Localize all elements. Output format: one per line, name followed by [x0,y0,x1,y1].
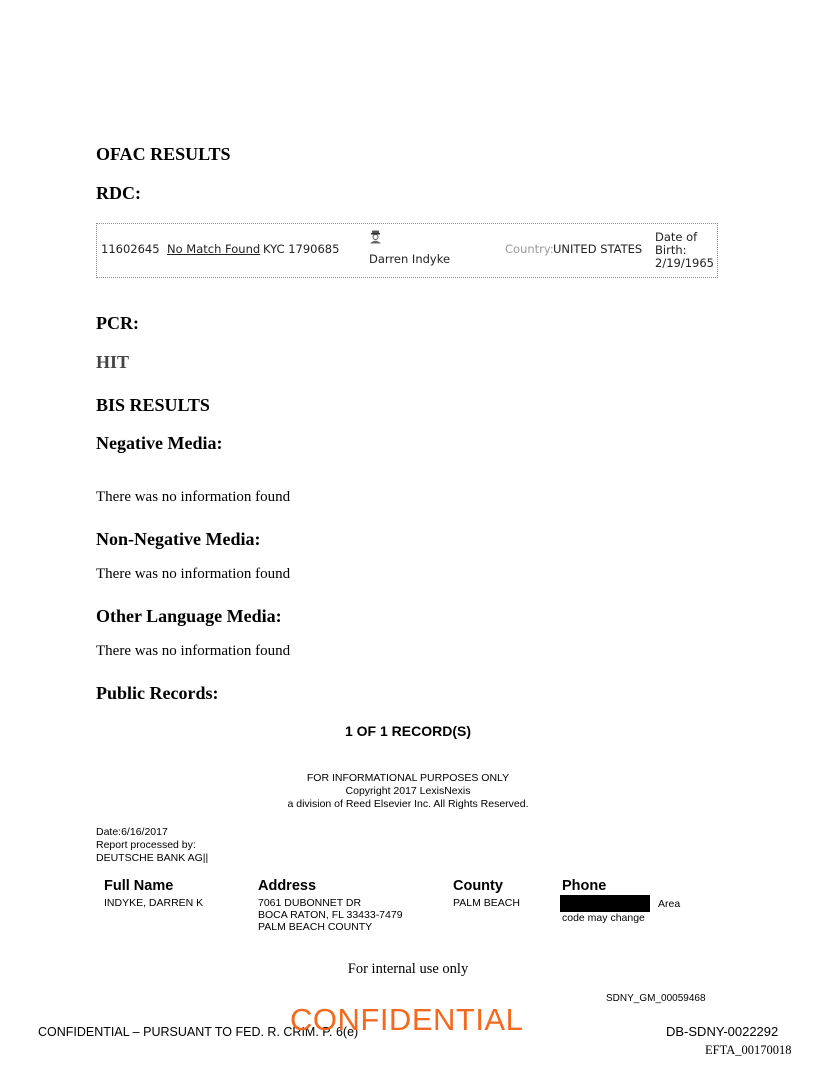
disclaimer-line-2: Copyright 2017 LexisNexis [345,785,471,797]
negative-media-text: There was no information found [96,489,291,505]
rdc-heading: RDC: [96,183,141,203]
country-label: Country: [505,242,554,256]
phone-header: Phone [562,878,607,894]
disclaimer-line-1: FOR INFORMATIONAL PURPOSES ONLY [306,772,510,784]
county-header: County [453,878,503,894]
county-value: PALM BEACH [453,897,520,909]
address-header: Address [258,878,317,894]
bates-number-1: SDNY_GM_00059468 [606,993,706,1004]
kyc-number: KYC 1790685 [263,242,340,256]
report-date: Date:6/16/2017 [96,826,168,838]
ofac-heading: OFAC RESULTS [96,144,231,164]
phone-note-change: code may change [562,912,645,924]
phone-redaction [560,895,650,912]
address-line-3: PALM BEACH COUNTY [258,921,373,933]
pcr-heading: PCR: [96,313,139,333]
record-count: 1 OF 1 RECORD(S) [344,723,471,739]
internal-use-notice: For internal use only [347,961,469,977]
dob-label-2: Birth: [655,243,687,257]
full-name-header: Full Name [104,878,174,894]
bis-heading: BIS RESULTS [96,395,210,415]
person-name: Darren Indyke [369,252,451,266]
dob-value: 2/19/1965 [655,256,714,270]
hit-label: HIT [96,352,130,372]
dob-label-1: Date of [655,230,698,244]
public-records-heading: Public Records: [96,683,219,703]
efta-number: EFTA_00170018 [705,1043,792,1057]
person-icon [369,230,382,247]
rdc-id: 11602645 [101,242,160,256]
no-match-link[interactable]: No Match Found [167,242,261,256]
address-line-2: BOCA RATON, FL 33433-7479 [258,909,403,921]
disclaimer-line-3: a division of Reed Elsevier Inc. All Rights Reserved. [287,798,529,810]
other-language-media-heading: Other Language Media: [96,606,282,626]
negative-media-heading: Negative Media: [96,433,223,453]
other-language-media-text: There was no information found [96,643,291,659]
confidential-notice: CONFIDENTIAL – PURSUANT TO FED. R. CRIM. P. 6(e) [38,1025,359,1039]
full-name-value: INDYKE, DARREN K [104,897,204,909]
address-line-1: 7061 DUBONNET DR [258,897,362,909]
bates-number-2: DB-SDNY-0022292 [666,1024,779,1039]
report-processed-by: Report processed by: [96,839,196,851]
phone-note-area: Area [658,898,681,910]
confidential-watermark: CONFIDENTIAL [290,1002,524,1037]
non-negative-media-heading: Non-Negative Media: [96,529,261,549]
country-value: UNITED STATES [553,242,643,256]
non-negative-media-text: There was no information found [96,566,291,582]
rdc-result-row [96,223,718,278]
report-processor: DEUTSCHE BANK AG|| [96,852,209,864]
